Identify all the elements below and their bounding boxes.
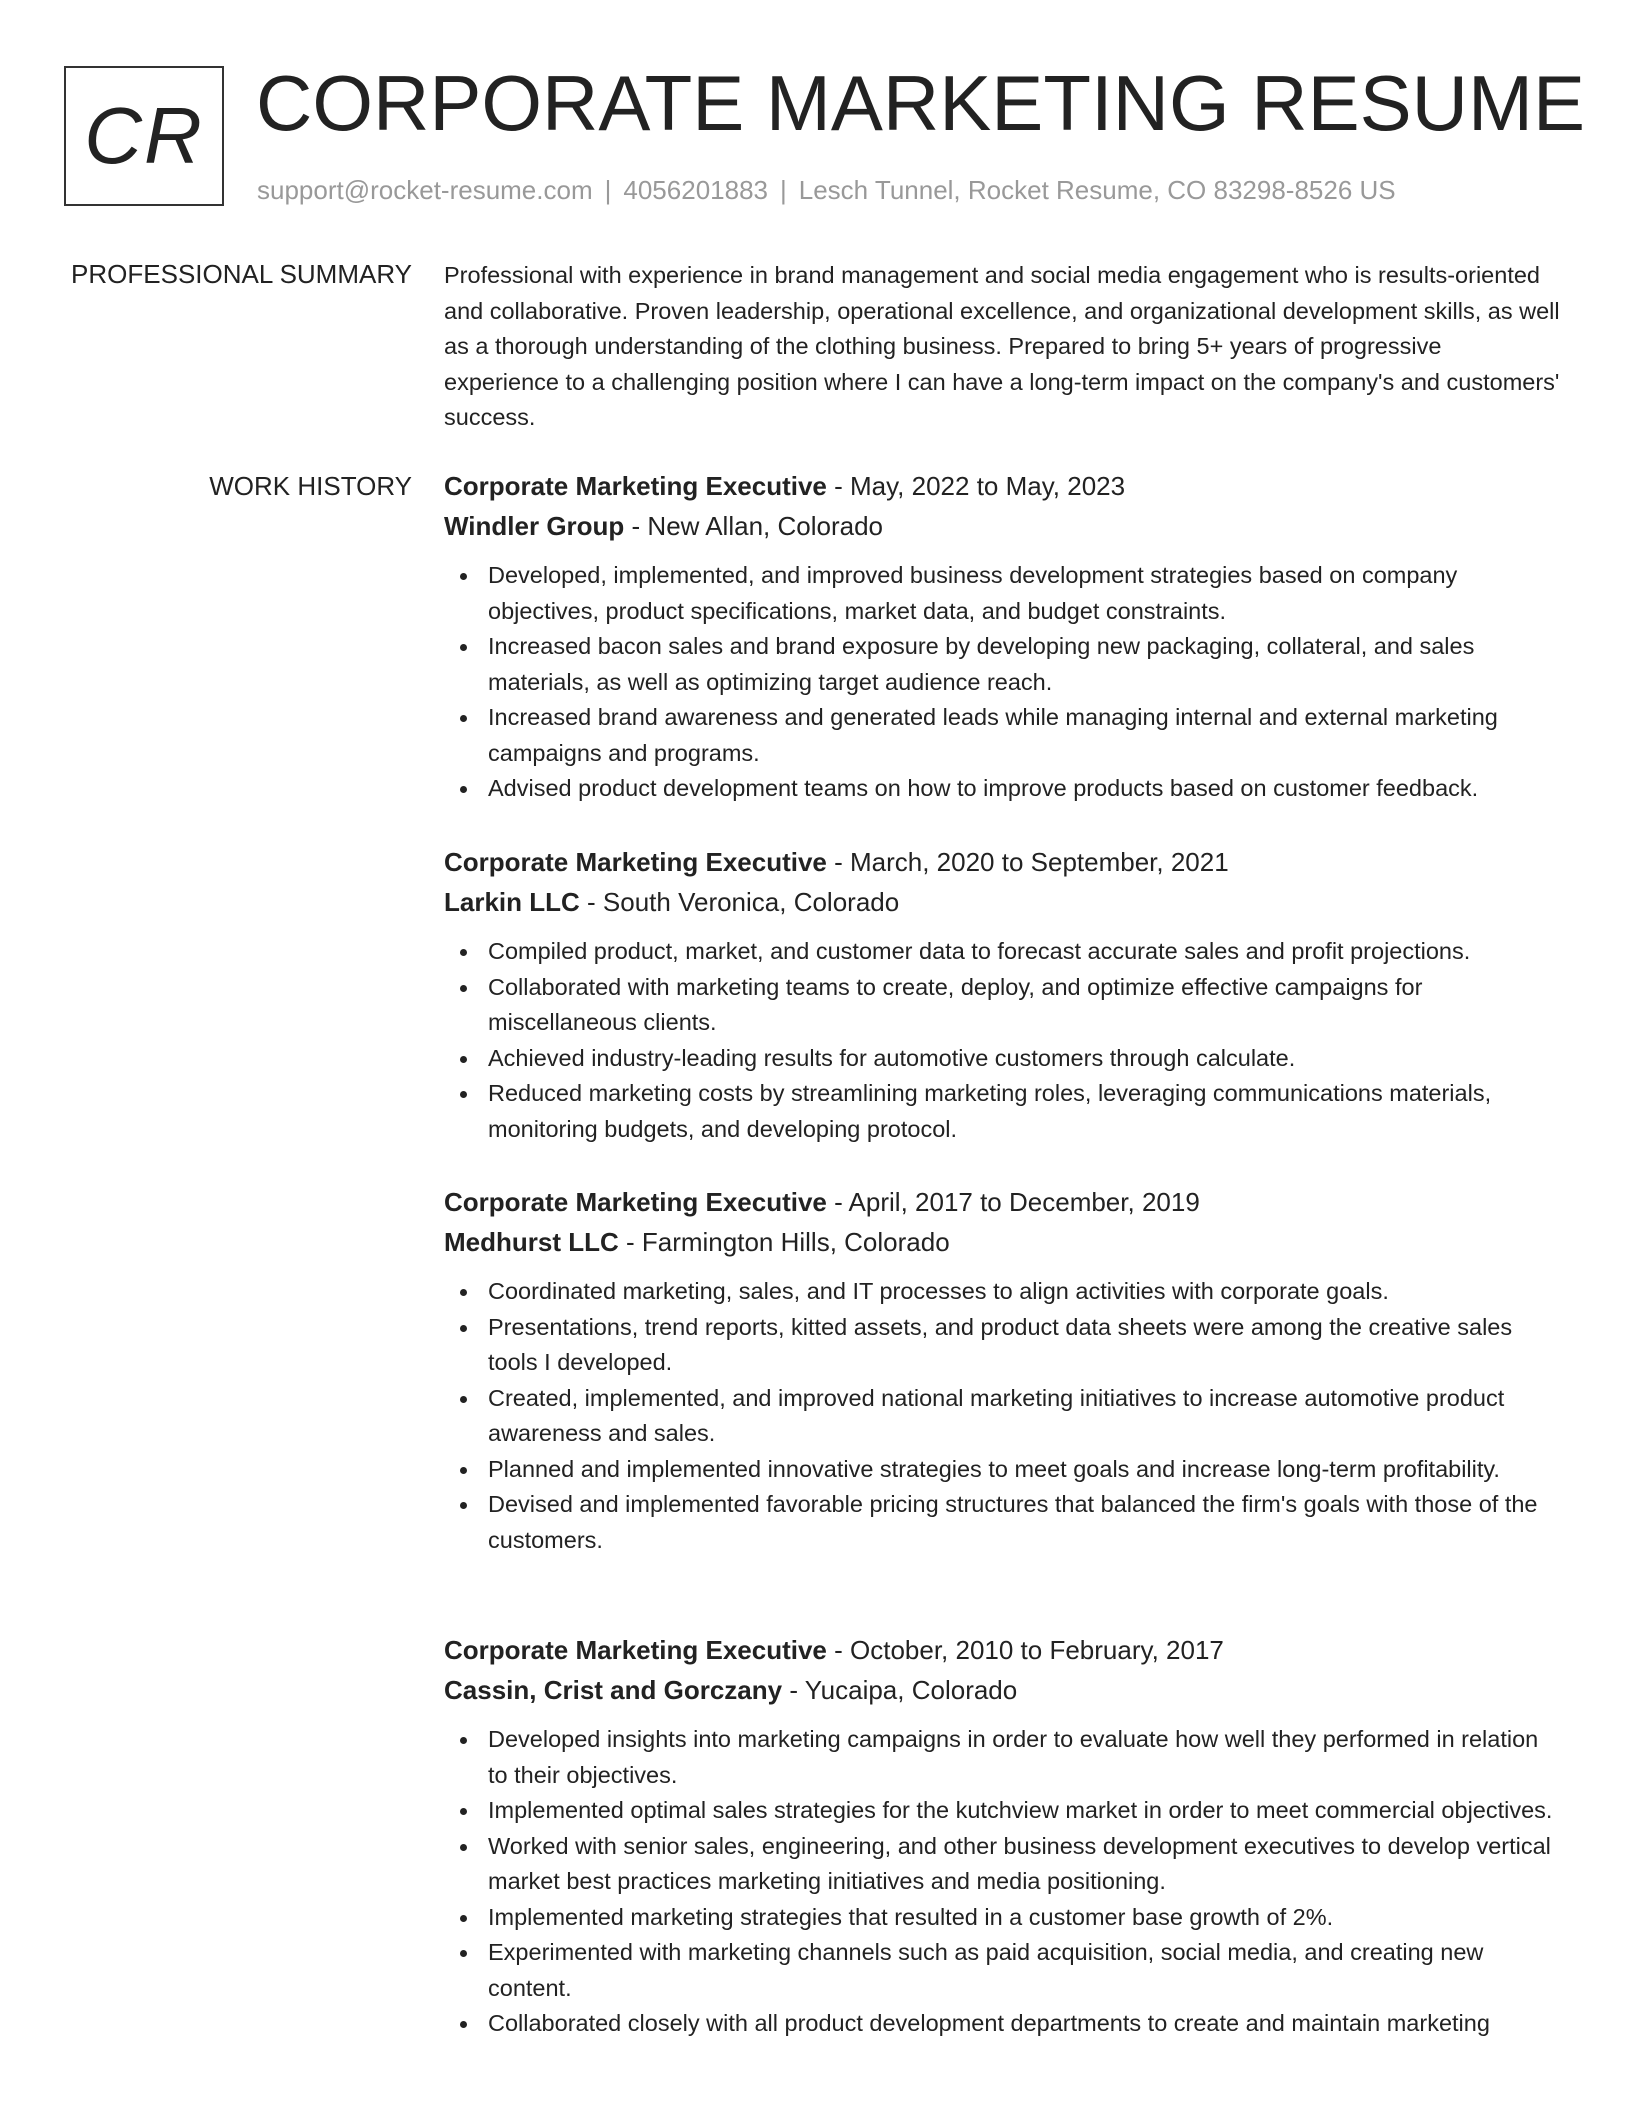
summary-text: Professional with experience in brand management and social media engagement who is results-oriented and collaborative. Proven leadership, operational excellence, and organizational development skills, as well as a thorough understanding of the clothing business. Prepared to bring 5+ years of progressive experience to a challenging position where I can have a long-term impact on the company's and customers' success. <box>444 262 1560 430</box>
job-title-line <box>444 1630 1562 1670</box>
job-bullet: Increased bacon sales and brand exposure by developing new packaging, collateral, and sales materials, as well as optimizing target audience reach. <box>444 629 1562 700</box>
job-bullet: Planned and implemented innovative strategies to meet goals and increase long-term profitability. <box>444 1452 1562 1488</box>
job-dates: - April, 2017 to December, 2019 <box>826 1187 1200 1217</box>
job-location: - New Allan, Colorado <box>624 511 883 541</box>
job-bullet: Experimented with marketing channels such as paid acquisition, social media, and creating new content. <box>444 1935 1562 2006</box>
job-dates: - May, 2022 to May, 2023 <box>826 471 1126 501</box>
job-bullet-list <box>444 1274 1562 1558</box>
job-bullet: Reduced marketing costs by streamlining marketing roles, leveraging communications materials, monitoring budgets, and developing protocol. <box>444 1076 1562 1147</box>
job-company-line <box>444 882 1562 922</box>
job-location: - Yucaipa, Colorado <box>782 1675 1018 1705</box>
job-bullet: Worked with senior sales, engineering, and other business development executives to develop vertical market best practices marketing initiatives and media positioning. <box>444 1829 1562 1900</box>
job-bullet: Implemented marketing strategies that resulted in a customer base growth of 2%. <box>444 1900 1562 1936</box>
job-bullet: Developed, implemented, and improved business development strategies based on company objectives, product specifications, market data, and budget constraints. <box>444 558 1562 629</box>
contact-line <box>257 174 1396 206</box>
job-title: Corporate Marketing Executive <box>444 1635 827 1665</box>
job-location: - Farmington Hills, Colorado <box>618 1227 950 1257</box>
job-bullet: Advised product development teams on how to improve products based on customer feedback. <box>444 771 1562 807</box>
job-company: Cassin, Crist and Gorczany <box>444 1675 783 1705</box>
job-bullet-list <box>444 934 1562 1147</box>
job-bullet: Developed insights into marketing campaigns in order to evaluate how well they performed in relation to their objectives. <box>444 1722 1562 1793</box>
monogram-text: CR <box>84 91 204 180</box>
job-company-line <box>444 1670 1562 1710</box>
monogram-logo <box>64 66 224 206</box>
job-bullet: Collaborated closely with all product development departments to create and maintain marketing <box>444 2006 1562 2042</box>
contact-separator: | <box>604 175 612 205</box>
job-entry <box>444 466 1562 807</box>
contact-email: support@rocket-resume.com <box>257 175 593 205</box>
job-entry <box>444 1630 1562 2042</box>
job-bullet: Increased brand awareness and generated leads while managing internal and external marketing campaigns and programs. <box>444 700 1562 771</box>
job-location: - South Veronica, Colorado <box>579 887 900 917</box>
job-bullet: Collaborated with marketing teams to create, deploy, and optimize effective campaigns for miscellaneous clients. <box>444 970 1562 1041</box>
summary-section-label: PROFESSIONAL SUMMARY <box>71 259 412 289</box>
work-history-section-label: WORK HISTORY <box>209 471 412 501</box>
job-title: Corporate Marketing Executive <box>444 1187 827 1217</box>
job-bullet: Achieved industry-leading results for automotive customers through calculate. <box>444 1041 1562 1077</box>
job-entry <box>444 1182 1562 1558</box>
job-dates: - March, 2020 to September, 2021 <box>826 847 1229 877</box>
job-company-line <box>444 1222 1562 1262</box>
job-title: Corporate Marketing Executive <box>444 471 827 501</box>
job-title: Corporate Marketing Executive <box>444 847 827 877</box>
job-bullet: Compiled product, market, and customer data to forecast accurate sales and profit projections. <box>444 934 1562 970</box>
job-dates: - October, 2010 to February, 2017 <box>826 1635 1224 1665</box>
contact-phone: 4056201883 <box>623 175 768 205</box>
job-bullet: Implemented optimal sales strategies for the kutchview market in order to meet commercial objectives. <box>444 1793 1562 1829</box>
resume-title: CORPORATE MARKETING RESUME <box>256 59 1586 147</box>
job-title-line <box>444 466 1562 506</box>
job-company-line <box>444 506 1562 546</box>
job-company: Larkin LLC <box>444 887 580 917</box>
job-bullet: Coordinated marketing, sales, and IT processes to align activities with corporate goals. <box>444 1274 1562 1310</box>
job-bullet: Presentations, trend reports, kitted assets, and product data sheets were among the creative sales tools I developed. <box>444 1310 1562 1381</box>
job-company: Windler Group <box>444 511 625 541</box>
job-title-line <box>444 1182 1562 1222</box>
job-bullet-list <box>444 558 1562 807</box>
job-bullet: Created, implemented, and improved national marketing initiatives to increase automotive product awareness and sales. <box>444 1381 1562 1452</box>
job-bullet: Devised and implemented favorable pricing structures that balanced the firm's goals with those of the customers. <box>444 1487 1562 1558</box>
contact-separator: | <box>780 175 787 205</box>
job-title-line <box>444 842 1562 882</box>
job-bullet-list <box>444 1722 1562 2042</box>
contact-address: Lesch Tunnel, Rocket Resume, CO 83298-8526 US <box>798 175 1396 205</box>
job-entry <box>444 842 1562 1147</box>
job-company: Medhurst LLC <box>444 1227 619 1257</box>
